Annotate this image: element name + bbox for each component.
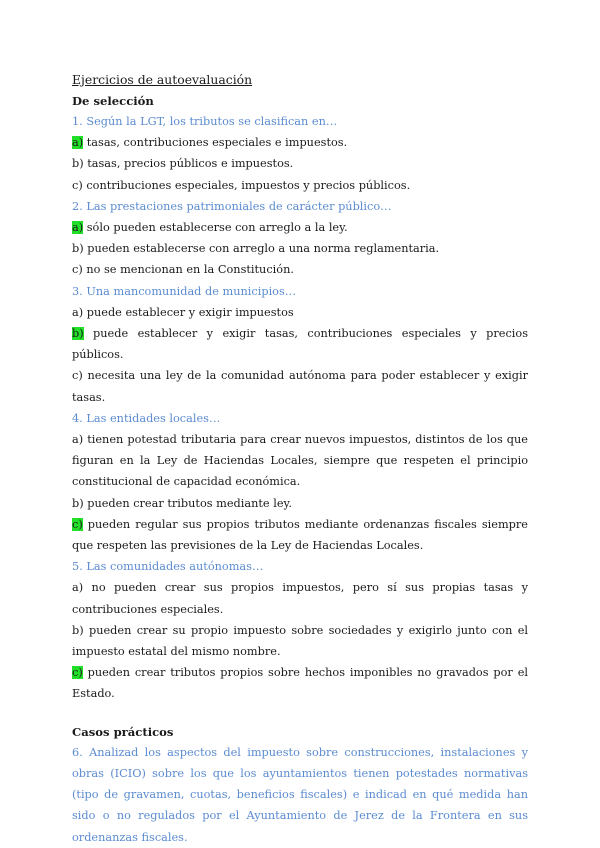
option-letter: b)	[72, 157, 84, 171]
option-text: pueden establecerse con arreglo a una norma reglamentaria.	[83, 242, 440, 256]
option-letter-correct: b)	[72, 327, 84, 341]
question-block-3	[72, 281, 528, 408]
section-spacer	[72, 705, 528, 722]
cases-heading: Casos prácticos	[72, 724, 174, 739]
option-letter: a)	[72, 581, 84, 595]
option-a	[72, 577, 528, 619]
option-a	[72, 132, 528, 153]
question-block-4	[72, 408, 528, 556]
question-text: 3. Una mancomunidad de municipios…	[72, 284, 297, 298]
option-b	[72, 153, 528, 174]
option-c	[72, 259, 528, 280]
option-letter-correct: a)	[72, 136, 84, 150]
case-text: 6. Analizad los aspectos del impuesto sobre construcciones, instalaciones y obras (ICIO) sobre los que los ayuntamientos tienen potestades normativas (tipo de gravamen, cuotas, beneficios fiscales) e indicad en qué medida han sido o no regulados por el Ayuntamiento de Jerez de la Frontera en sus ordenanzas fiscales.	[72, 745, 528, 844]
option-c	[72, 365, 528, 407]
option-c	[72, 662, 528, 704]
option-c	[72, 175, 528, 196]
option-letter: c)	[72, 263, 83, 277]
option-b	[72, 238, 528, 259]
option-text: puede establecer y exigir tasas, contribuciones especiales y precios públicos.	[72, 327, 528, 362]
option-letter-correct: a)	[72, 221, 84, 235]
option-c	[72, 514, 528, 556]
option-text: tasas, contribuciones especiales e impuestos.	[83, 136, 348, 150]
option-letter-correct: c)	[72, 666, 83, 680]
option-text: tasas, precios públicos e impuestos.	[83, 157, 294, 171]
option-letter: c)	[72, 178, 83, 192]
option-letter-correct: c)	[72, 517, 83, 531]
option-b	[72, 493, 528, 514]
option-letter: b)	[72, 623, 84, 637]
question-block-2	[72, 196, 528, 281]
option-b	[72, 323, 528, 365]
question-text: 4. Las entidades locales…	[72, 411, 221, 425]
option-a	[72, 429, 528, 493]
option-text: contribuciones especiales, impuestos y precios públicos.	[82, 178, 411, 192]
page-title: Ejercicios de autoevaluación	[72, 72, 253, 87]
option-a	[72, 217, 528, 238]
question-text: 2. Las prestaciones patrimoniales de carácter público…	[72, 199, 392, 213]
option-text: pueden crear tributos mediante ley.	[83, 496, 292, 510]
option-a	[72, 302, 528, 323]
option-text: puede establecer y exigir impuestos	[83, 305, 294, 319]
option-letter: a)	[72, 433, 84, 447]
option-text: tienen potestad tributaria para crear nuevos impuestos, distintos de los que figuran en la Ley de Haciendas Locales, siempre que respeten el principio constitucional de capacidad económica.	[72, 433, 528, 489]
option-text: pueden crear tributos propios sobre hechos imponibles no gravados por el Estado.	[72, 666, 528, 701]
option-text: pueden crear su propio impuesto sobre sociedades y exigirlo junto con el impuesto estatal del mismo nombre.	[72, 623, 528, 659]
option-text: sólo pueden establecerse con arreglo a la ley.	[83, 221, 348, 235]
question-text: 1. Según la LGT, los tributos se clasifican en…	[72, 115, 338, 128]
option-text: pueden regular sus propios tributos mediante ordenanzas fiscales siempre que respeten las previsiones de la Ley de Haciendas Locales.	[72, 517, 528, 553]
question-block-5	[72, 556, 528, 704]
question-block-1	[72, 111, 528, 196]
option-text: necesita una ley de la comunidad autónoma para poder establecer y exigir tasas.	[72, 369, 528, 404]
option-text: no se mencionan en la Constitución.	[82, 263, 294, 277]
selection-heading: De selección	[72, 94, 154, 108]
option-letter: a)	[72, 305, 84, 319]
option-letter: b)	[72, 242, 84, 256]
option-text: no pueden crear sus propios impuestos, pero sí sus propias tasas y contribuciones especiales.	[72, 581, 528, 616]
question-text: 5. Las comunidades autónomas…	[72, 560, 264, 574]
option-letter: b)	[72, 496, 84, 510]
option-b	[72, 620, 528, 662]
option-letter: c)	[72, 369, 83, 383]
